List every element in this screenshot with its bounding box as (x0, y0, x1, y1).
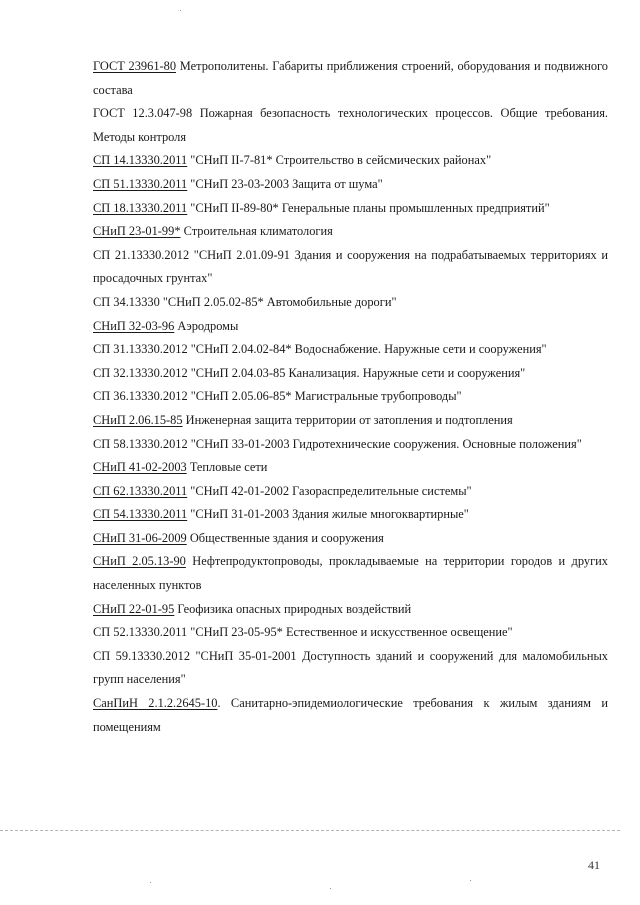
reference-code-link[interactable]: СП 62.13330.2011 (93, 483, 188, 498)
reference-title: "СНиП 35-01-2001 Доступность зданий и сооружений для маломобильных групп населения" (93, 648, 609, 687)
reference-title: Инженерная защита территории от затопления и подтопления (182, 412, 513, 427)
reference-item (93, 503, 608, 527)
reference-item (93, 197, 608, 221)
reference-code: ГОСТ 12.3.047-98 (93, 106, 193, 121)
normative-references-list (93, 55, 608, 739)
reference-code: СП 58.13330.2012 (93, 436, 188, 451)
reference-code-link[interactable]: СНиП 2.05.13-90 (93, 554, 186, 569)
reference-title: "СНиП II-89-80* Генеральные планы промышленных предприятий" (187, 200, 550, 215)
reference-item (93, 55, 608, 102)
reference-code-link[interactable]: СП 14.13330.2011 (93, 153, 188, 168)
reference-item (93, 480, 608, 504)
reference-code-link[interactable]: СНиП 31-06-2009 (93, 530, 187, 545)
reference-item (93, 456, 608, 480)
reference-title: "СНиП 42-01-2002 Газораспределительные системы" (187, 483, 472, 498)
reference-item (93, 385, 608, 409)
scan-speck (150, 882, 151, 883)
reference-title: Пожарная безопасность технологических процессов. Общие требования. Методы контроля (93, 106, 608, 144)
reference-code-link[interactable]: СНиП 32-03-96 (93, 318, 175, 333)
reference-title: Общественные здания и сооружения (186, 530, 384, 545)
scan-speck (330, 888, 331, 889)
reference-code-link[interactable]: СП 54.13330.2011 (93, 507, 188, 522)
reference-title: "СНиП 2.04.02-84* Водоснабжение. Наружные сети и сооружения" (187, 342, 547, 357)
reference-title: Нефтепродуктопроводы, прокладываемые на территории городов и других населенных пунктов (93, 554, 608, 593)
reference-code-link[interactable]: СП 51.13330.2011 (93, 176, 188, 191)
reference-item (93, 244, 608, 291)
reference-title: "СНиП 2.05.02-85* Автомобильные дороги" (159, 294, 397, 309)
footer-divider (0, 830, 620, 832)
reference-item (93, 102, 608, 149)
reference-item (93, 362, 608, 386)
scan-speck (180, 10, 181, 11)
reference-title: "СНиП 33-01-2003 Гидротехнические сооружения. Основные положения" (187, 436, 582, 451)
reference-item (93, 315, 608, 339)
reference-item (93, 550, 608, 597)
reference-title: Тепловые сети (186, 460, 268, 475)
reference-code-link[interactable]: СНиП 41-02-2003 (93, 460, 187, 475)
reference-code: СП 31.13330.2012 (93, 342, 188, 357)
reference-item (93, 692, 608, 739)
reference-item (93, 621, 608, 645)
reference-code: СП 32.13330.2012 (93, 365, 188, 380)
reference-title: Метрополитены. Габариты приближения строений, оборудования и подвижного состава (93, 59, 608, 97)
reference-code-link[interactable]: СП 18.13330.2011 (93, 200, 188, 215)
reference-item (93, 409, 608, 433)
reference-item (93, 433, 608, 457)
reference-code-link[interactable]: СНиП 2.06.15-85 (93, 412, 183, 427)
reference-title: "СНиП 2.04.03-85 Канализация. Наружные сети и сооружения" (187, 365, 526, 380)
reference-code-link[interactable]: СНиП 23-01-99* (93, 224, 181, 239)
reference-item (93, 645, 608, 692)
reference-title: "СНиП 23-03-2003 Защита от шума" (187, 176, 383, 191)
reference-title: Аэродромы (174, 318, 239, 333)
reference-item (93, 338, 608, 362)
reference-code: СП 59.13330.2012 (93, 648, 191, 663)
reference-item (93, 291, 608, 315)
reference-item (93, 149, 608, 173)
reference-code: СП 21.13330.2012 (93, 247, 190, 262)
reference-code-link[interactable]: СанПиН 2.1.2.2645-10 (93, 696, 218, 711)
reference-code: СП 34.13330 (93, 294, 160, 309)
reference-code: СП 36.13330.2012 (93, 389, 188, 404)
reference-title: Строительная климатология (180, 224, 333, 239)
reference-code: СП 52.13330.2011 (93, 625, 188, 640)
reference-title: "СНиП 2.05.06-85* Магистральные трубопроводы" (187, 389, 462, 404)
scan-speck (470, 880, 471, 881)
reference-title: Геофизика опасных природных воздействий (174, 601, 412, 616)
reference-title: "СНиП 23-05-95* Естественное и искусственное освещение" (187, 625, 513, 640)
reference-item (93, 598, 608, 622)
reference-code-link[interactable]: ГОСТ 23961-80 (93, 59, 177, 73)
reference-item (93, 220, 608, 244)
reference-item (93, 173, 608, 197)
reference-title: . Санитарно-эпидемиологические требования к жилым зданиям и помещениям (93, 696, 609, 734)
page-number: 41 (588, 858, 600, 872)
reference-item (93, 527, 608, 551)
reference-title: "СНиП II-7-81* Строительство в сейсмических районах" (187, 153, 492, 168)
reference-title: "СНиП 31-01-2003 Здания жилые многоквартирные" (187, 507, 469, 522)
reference-code-link[interactable]: СНиП 22-01-95 (93, 601, 175, 616)
reference-title: "СНиП 2.01.09-91 Здания и сооружения на подрабатываемых территориях и просадочных грунтах" (93, 247, 608, 286)
